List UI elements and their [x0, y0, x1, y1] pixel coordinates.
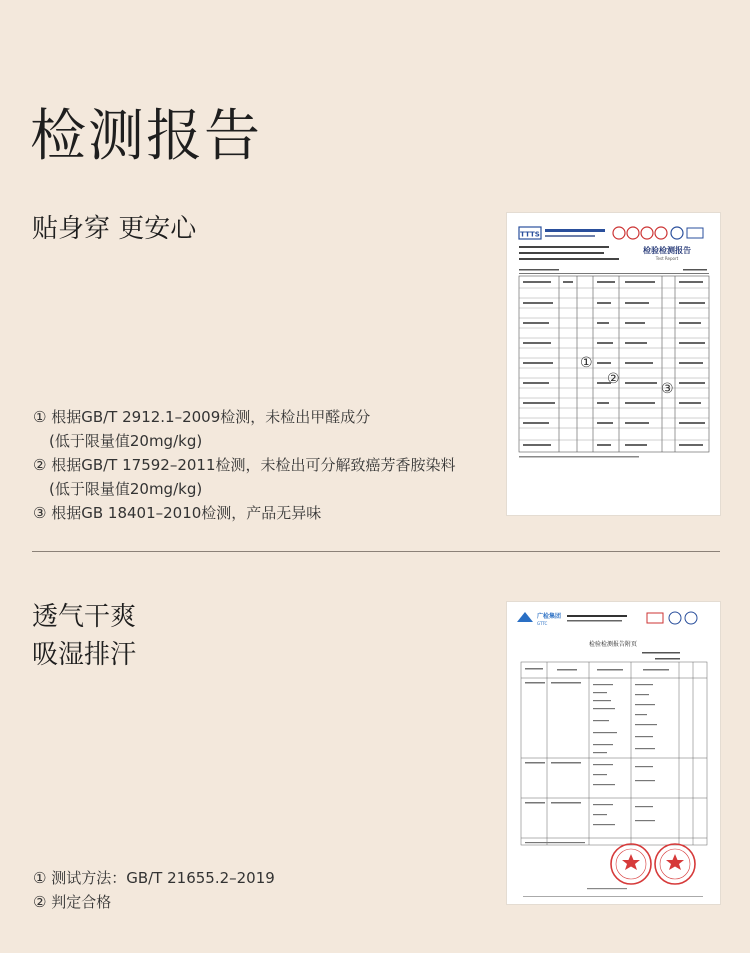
- section-heading-breathable: [32, 598, 136, 674]
- seal-icon: [627, 227, 639, 239]
- report-logo: TTTS: [520, 230, 540, 239]
- note-item: ② 根据GB/T 17592–2011检测，未检出可分解致癌芳香胺染料: [33, 456, 456, 474]
- section-divider: [32, 551, 720, 552]
- report-brand-en: GTTC: [537, 621, 548, 626]
- note-item: ② 判定合格: [33, 893, 112, 911]
- cma-icon: [647, 613, 663, 623]
- note-item: (低于限量值20mg/kg): [49, 432, 203, 450]
- section2-notes: [33, 866, 275, 914]
- cnas-icon: [685, 612, 697, 624]
- report-subtitle: Test Report: [655, 256, 679, 261]
- report-brand: 广检集团: [537, 613, 562, 620]
- note-item: ① 测试方法：GB/T 21655.2–2019: [33, 869, 275, 887]
- heading-line: 吸湿排汗: [32, 640, 137, 670]
- gttc-logo-icon: [517, 612, 533, 622]
- report-title: 检验检测报告: [643, 246, 691, 255]
- test-report-image-2: [507, 602, 720, 904]
- seal-icon: [613, 227, 625, 239]
- note-item: ① 根据GB/T 2912.1–2009检测，未检出甲醛成分: [33, 408, 371, 426]
- note-item: ③ 根据GB 18401–2010检测，产品无异味: [33, 504, 322, 522]
- note-item: (低于限量值20mg/kg): [49, 480, 203, 498]
- heading-line: 透气干爽: [32, 602, 137, 632]
- test-report-image-1: [507, 213, 720, 515]
- marker-3: ③: [661, 381, 674, 397]
- section1-notes: [33, 405, 456, 525]
- marker-1: ①: [580, 355, 593, 371]
- seal-icon: [641, 227, 653, 239]
- seal-icon: [669, 612, 681, 624]
- cnas-icon: [671, 227, 683, 239]
- marker-2: ②: [607, 371, 620, 387]
- report-title: 检验检测报告附页: [588, 641, 638, 648]
- page-title: 检测报告: [30, 104, 262, 169]
- section-heading-comfort: 贴身穿 更安心: [32, 214, 197, 244]
- seal-icon: [655, 227, 667, 239]
